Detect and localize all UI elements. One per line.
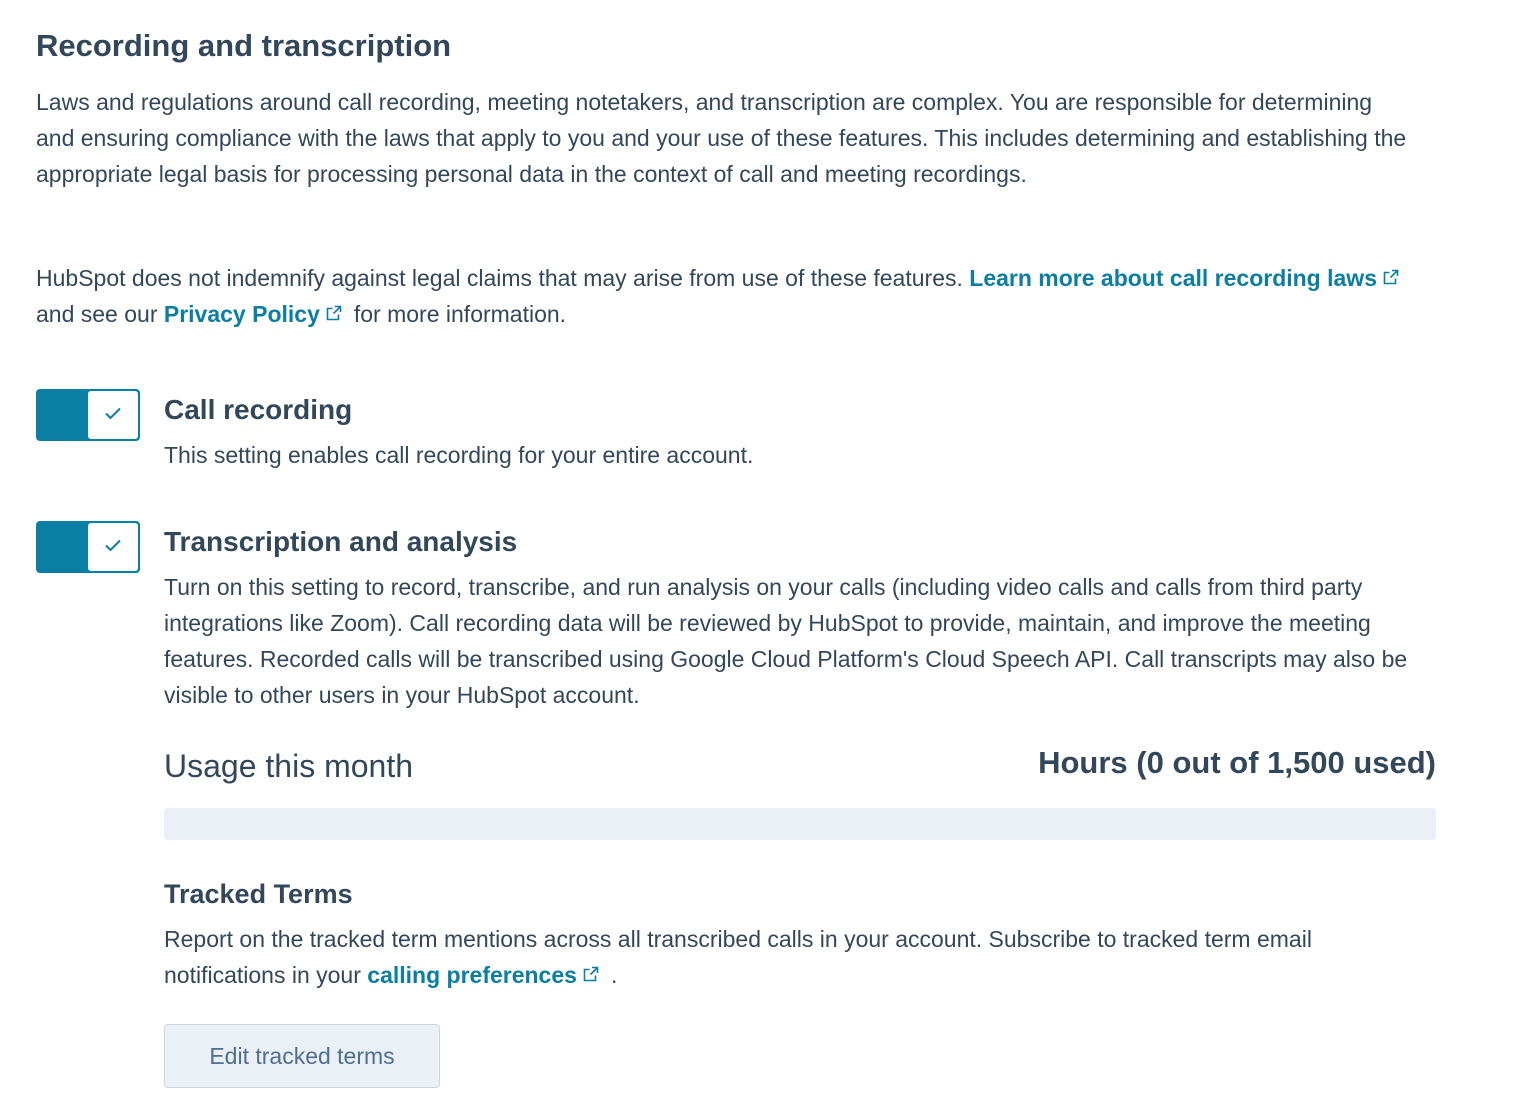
external-link-icon (583, 966, 599, 982)
privacy-policy-link-label: Privacy Policy (163, 301, 320, 327)
transcription-description: Turn on this setting to record, transcribe, and run analysis on your calls (including video calls and calls from third party integrations like Zoom). Call recording data will be reviewed by HubSpot to provide, maintain, and improve the meeting features. Recorded calls will be transcribed using Google Cloud Platform's Cloud Speech API. Call transcripts may also be visible to other users in your HubSpot account. (164, 574, 1408, 708)
calling-preferences-link[interactable] (367, 962, 611, 988)
external-link-icon (1383, 269, 1399, 285)
call-recording-description: This setting enables call recording for your entire account. (164, 442, 754, 468)
usage-label: Usage this month (164, 748, 414, 784)
calling-preferences-link-label: calling preferences (367, 962, 577, 988)
tracked-terms-end: . (610, 962, 618, 988)
call-recording-toggle[interactable] (36, 389, 140, 441)
usage-value: Hours (0 out of 1,500 used) (1038, 745, 1436, 780)
tracked-terms-text: Report on the tracked term mentions across all transcribed calls in your account. Subscribe to tracked term email notifications in your (164, 926, 1312, 988)
check-icon (101, 533, 125, 562)
tracked-terms-title: Tracked Terms (164, 879, 353, 909)
external-link-icon (326, 305, 342, 321)
section-title: Recording and transcription (36, 28, 452, 63)
compliance-paragraph: Laws and regulations around call recording, meeting notetakers, and transcription are complex. You are responsible for determining and ensuring compliance with the laws that apply to you and your use of these features. This includes determining and establishing the appropriate legal basis for processing personal data in the context of call and meeting recordings. (36, 89, 1407, 187)
indemnity-paragraph (36, 260, 1416, 332)
call-recording-laws-link-label: Learn more about call recording laws (969, 265, 1377, 291)
privacy-policy-link[interactable] (164, 301, 354, 327)
toggle-knob (88, 523, 138, 571)
transcription-title: Transcription and analysis (164, 526, 518, 557)
toggle-knob (88, 391, 138, 439)
edit-tracked-terms-button[interactable]: Edit tracked terms (164, 1024, 440, 1088)
indemnity-text: HubSpot does not indemnify against legal claims that may arise from use of these features. (36, 265, 970, 291)
tracked-terms-description (164, 921, 1414, 993)
call-recording-laws-link[interactable] (969, 265, 1411, 291)
transcription-toggle[interactable] (36, 521, 140, 573)
usage-progress-bar (164, 808, 1436, 840)
see-our-text: and see our (36, 301, 164, 327)
call-recording-title: Call recording (164, 394, 353, 425)
more-info-text: for more information. (353, 301, 567, 327)
check-icon (101, 401, 125, 430)
